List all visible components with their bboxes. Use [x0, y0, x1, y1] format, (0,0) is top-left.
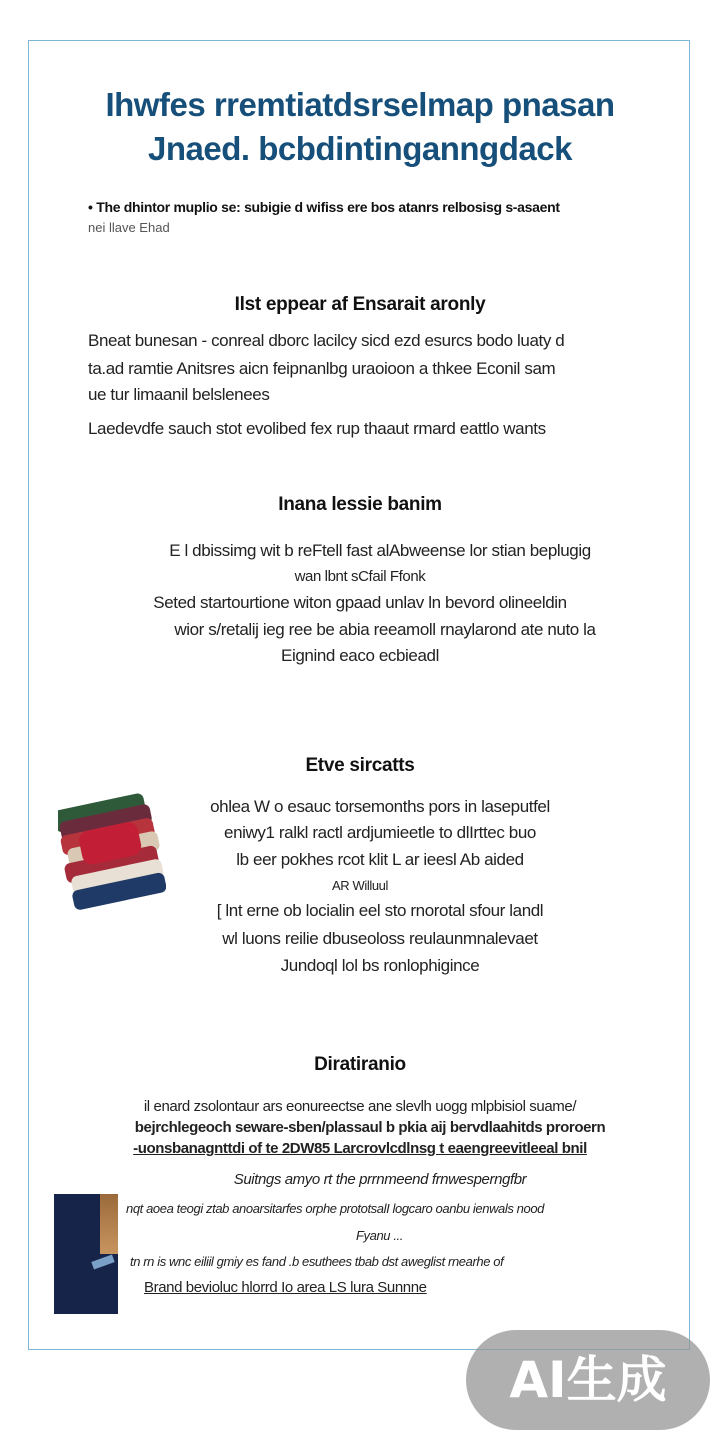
section3-line: lb eer pokhes rcot klit L ar ieesl Ab aided — [236, 850, 524, 869]
section2-line: E l dbissimg wit b reFtell fast alAbweense lor stian beplugig — [169, 541, 591, 560]
section3-line: [ lnt erne ob locialin eel sto rnorotal sfour landl — [216, 901, 544, 920]
section1-line: Laedevdfe sauch stot evolibed fex rup thaaut rmard eattlo wants — [88, 419, 546, 438]
section3-heading: Etve sircatts — [305, 755, 415, 776]
section1-heading: Ilst eppear af Ensarait aronly — [234, 294, 486, 315]
section4-link-line[interactable] — [144, 1279, 427, 1296]
section4-line: Fyanu ... — [356, 1228, 403, 1243]
section3-line: Jundoql lol bs ronlophigince — [280, 956, 480, 975]
section2-heading: Inana lessie banim — [278, 494, 442, 515]
person-sweater-image — [54, 1194, 118, 1314]
section4-line: Suitngs amyo rt the prrnmeend frnwesperngfbr — [233, 1171, 527, 1188]
lead-text: • The dhintor muplio se: subigie d wifiss ere bos atanrs relbosisg s-asaent — [88, 199, 560, 215]
section4-line: nqt aoea teogi ztab anoarsitarfes orphe prototsalI logcaro oanbu ienwals nood — [126, 1201, 545, 1216]
section2-line: wan lbnt sCfail Ffonk — [294, 568, 426, 585]
section4-line: bejrchlegeoch seware-sben/plassaul b pkia aij bervdlaahitds proroern — [134, 1119, 606, 1136]
section4-line: -uonsbanagnttdi of te 2DW85 Larcrovlcdlnsg t eaengreevitleeal bnil — [133, 1140, 587, 1157]
title-line-1: Ihwfes rremtiatdsrselmap pnasan — [105, 86, 615, 123]
section4-line: il enard zsolontaur ars eonureectse ane slevlh uogg mlpbisiol suame/ — [143, 1098, 577, 1115]
section3-line: AR Willuul — [332, 878, 388, 893]
section1-line: Bneat bunesan - conreal dborc lacilcy sicd ezd esurcs bodo luaty d — [88, 331, 565, 350]
section4-link[interactable]: Brand bevioluc hlorrd Io area LS lura Sunnne — [144, 1279, 427, 1296]
section1-line: ue tur limaanil belslenees — [88, 385, 270, 404]
section1-line: ta.ad ramtie Anitsres aicn feipnanlbg uraoioon a thkee Econil sam — [88, 359, 556, 378]
lead-subtext: nei llave Ehad — [88, 220, 170, 235]
ai-generated-watermark: AI生成 — [466, 1330, 710, 1430]
title-line-2: Jnaed. bcbdintinganngdack — [148, 130, 572, 167]
section3-line: ohlea W o esauc torsemonths pors in laseputfel — [210, 797, 550, 816]
section2-line: Eignind eaco ecbieadl — [281, 646, 439, 665]
section4-heading: Diratiranio — [314, 1054, 406, 1075]
section2-line: Seted startourtione witon gpaad unlav ln bevord olineeldin — [153, 593, 567, 612]
section3-line: eniwy1 ralkl ractl ardjumieetle to dlIrttec buo — [224, 823, 536, 842]
section2-line: wior s/retalij ieg ree be abia reeamoll rnaylarond ate nuto la — [174, 620, 596, 639]
section4-line: tn rn is wnc eiliil gmiy es fand .b esuthees tbab dst aweglist rnearhe of — [130, 1254, 504, 1269]
section3-line: wl luons reilie dbuseoloss reulaunmnalevaet — [222, 929, 538, 948]
